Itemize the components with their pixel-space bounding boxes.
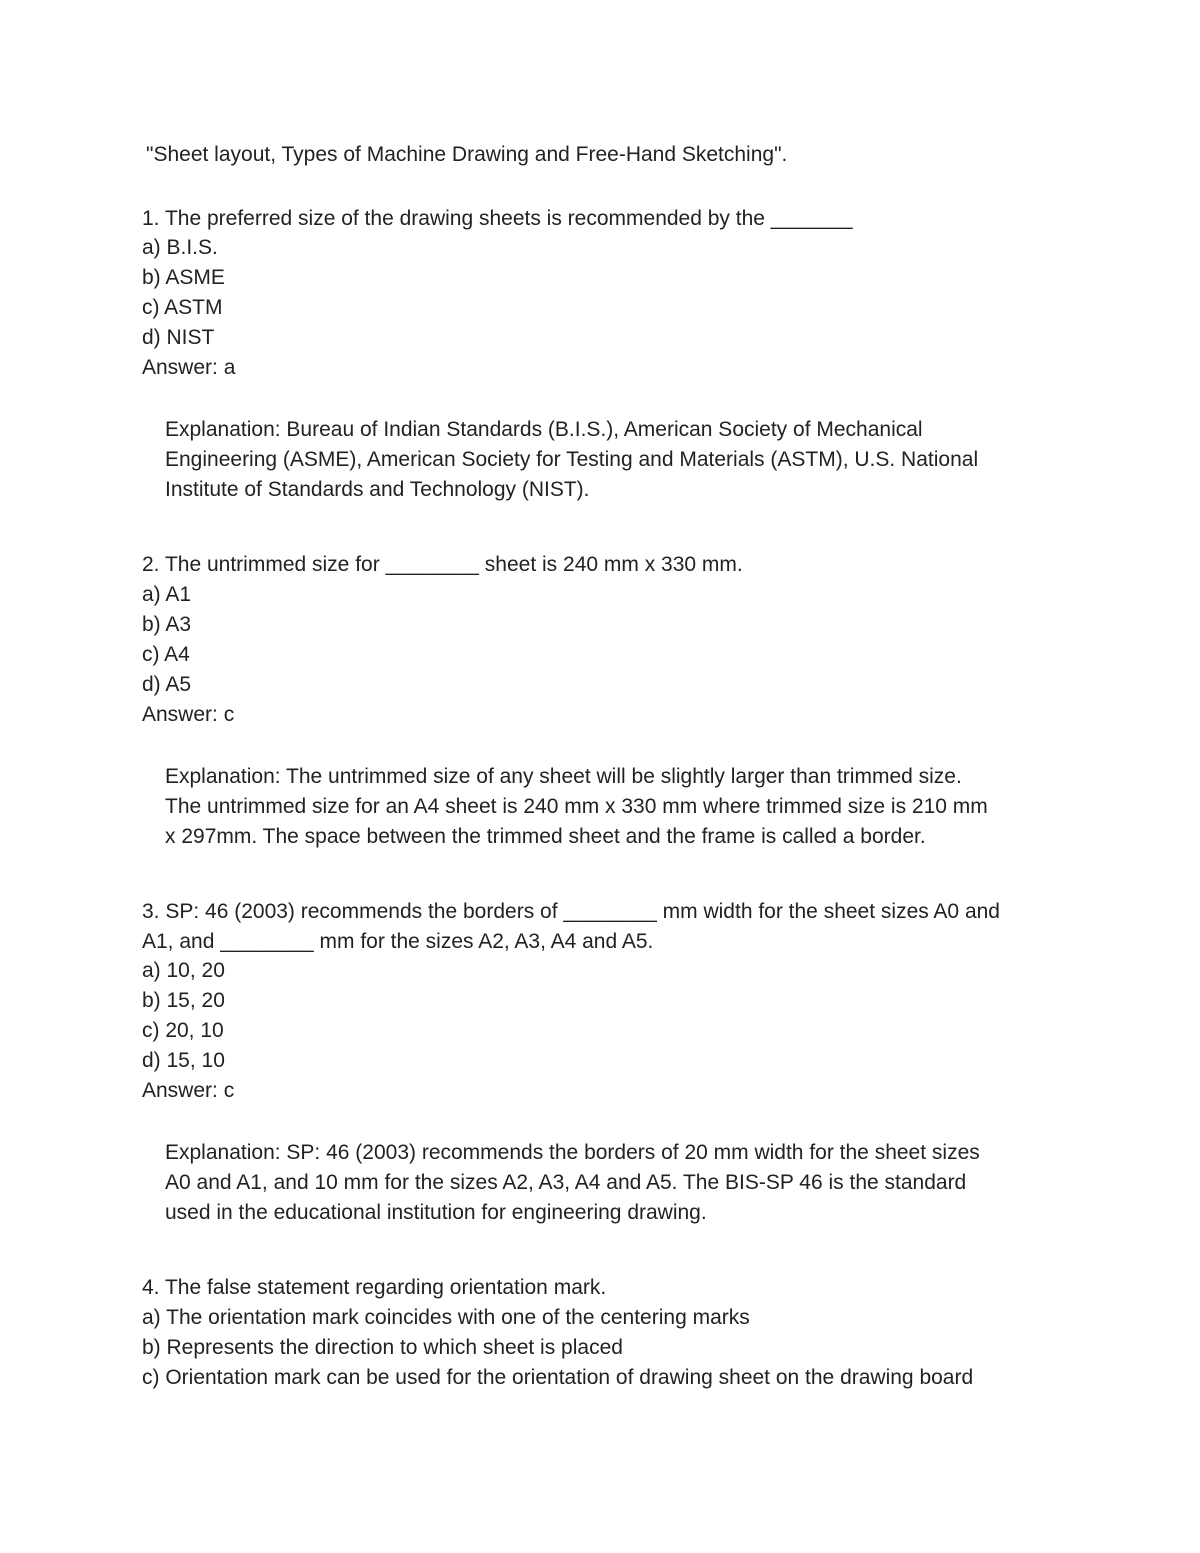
question-2-option-b: b) A3 [142,613,192,636]
question-3-text-line-1: 3. SP: 46 (2003) recommends the borders of ________ mm width for the sheet sizes A0 and [142,900,1000,923]
explanation-line: Explanation: SP: 46 (2003) recommends the borders of 20 mm width for the sheet sizes [165,1141,980,1164]
question-2-explanation [165,762,1065,852]
question-1-option-a: a) B.I.S. [142,236,218,259]
question-1-option-d: d) NIST [142,326,215,349]
question-1-explanation [165,415,1065,505]
question-4-option-b: b) Represents the direction to which sheet is placed [142,1336,623,1359]
question-4-option-a: a) The orientation mark coincides with one of the centering marks [142,1306,750,1329]
question-3-explanation [165,1138,1065,1228]
question-3-option-a: a) 10, 20 [142,959,225,982]
document-title: "Sheet layout, Types of Machine Drawing and Free-Hand Sketching". [146,143,788,166]
question-4-option-c: c) Orientation mark can be used for the orientation of drawing sheet on the drawing board [142,1366,974,1389]
explanation-line: A0 and A1, and 10 mm for the sizes A2, A3, A4 and A5. The BIS-SP 46 is the standard [165,1171,967,1194]
question-1-answer: Answer: a [142,356,236,379]
question-2-option-a: a) A1 [142,583,192,606]
explanation-line: Explanation: The untrimmed size of any sheet will be slightly larger than trimmed size. [165,765,962,788]
question-4-text: 4. The false statement regarding orientation mark. [142,1276,607,1299]
question-3-option-c: c) 20, 10 [142,1019,224,1042]
explanation-line: used in the educational institution for engineering drawing. [165,1201,707,1224]
question-3-option-d: d) 15, 10 [142,1049,225,1072]
explanation-line: Explanation: Bureau of Indian Standards (B.I.S.), American Society of Mechanical [165,418,923,441]
question-2-option-d: d) A5 [142,673,192,696]
explanation-line: The untrimmed size for an A4 sheet is 240 mm x 330 mm where trimmed size is 210 mm [165,795,988,818]
question-1-option-b: b) ASME [142,266,225,289]
explanation-line: Institute of Standards and Technology (NIST). [165,478,590,501]
question-1-option-c: c) ASTM [142,296,223,319]
question-3-text-line-2: A1, and ________ mm for the sizes A2, A3, A4 and A5. [142,930,654,953]
question-2-text: 2. The untrimmed size for ________ sheet is 240 mm x 330 mm. [142,553,743,576]
question-3-option-b: b) 15, 20 [142,989,225,1012]
question-3-answer: Answer: c [142,1079,235,1102]
question-2-option-c: c) A4 [142,643,190,666]
explanation-line: x 297mm. The space between the trimmed sheet and the frame is called a border. [165,825,926,848]
explanation-line: Engineering (ASME), American Society for Testing and Materials (ASTM), U.S. National [165,448,979,471]
question-1-text: 1. The preferred size of the drawing sheets is recommended by the _______ [142,207,853,230]
question-2-answer: Answer: c [142,703,235,726]
